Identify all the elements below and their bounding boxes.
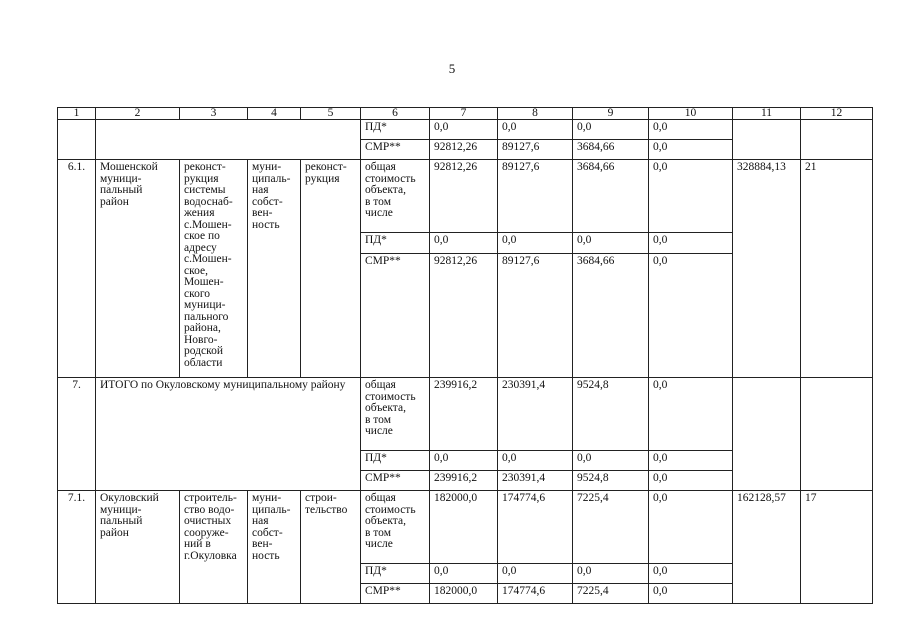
cost-type-label: СМР**: [361, 584, 430, 604]
cost-type-label: ПД*: [361, 233, 430, 254]
value-cell: 0,0: [649, 120, 733, 140]
work-type-cell: строи- тельство: [301, 491, 361, 604]
value-cell: 0,0: [649, 140, 733, 160]
table-row: [58, 378, 873, 451]
value-cell: 92812,26: [430, 140, 498, 160]
value-cell: 0,0: [498, 564, 573, 584]
col12-cell: 21: [801, 160, 873, 378]
district-cell: Окуловский муници- пальный район: [96, 491, 180, 604]
value-cell: 0,0: [430, 120, 498, 140]
value-cell: 9524,8: [573, 378, 649, 451]
column-header: 3: [180, 108, 248, 120]
value-cell: 0,0: [430, 451, 498, 471]
value-cell: 0,0: [649, 254, 733, 378]
column-header: 1: [58, 108, 96, 120]
empty-cell: [733, 120, 801, 160]
value-cell: 174774,6: [498, 584, 573, 604]
value-cell: 89127,6: [498, 254, 573, 378]
value-cell: 182000,0: [430, 584, 498, 604]
column-number-row: [58, 108, 873, 120]
object-cell: строитель- ство водо- очистных сооруже- ний в г.Окуловка: [180, 491, 248, 604]
cost-type-label: ПД*: [361, 564, 430, 584]
value-cell: 0,0: [430, 564, 498, 584]
cost-type-label: ПД*: [361, 120, 430, 140]
total-title: ИТОГО по Окуловскому муниципальному району: [96, 378, 361, 491]
page-number: 5: [448, 61, 456, 76]
object-cell: реконст- рукция системы водоснаб- жения с.Мошен- ское по адресу с.Мошен- ское, Мошен- ского муници- пального района, Новго- родской области: [180, 160, 248, 378]
cost-type-label: общая стоимость объекта, в том числе: [361, 160, 430, 233]
empty-cell: [96, 120, 361, 160]
table-row: [58, 491, 873, 564]
value-cell: 3684,66: [573, 140, 649, 160]
cost-type-label: ПД*: [361, 451, 430, 471]
value-cell: 0,0: [649, 584, 733, 604]
value-cell: 9524,8: [573, 471, 649, 491]
cost-type-label: СМР**: [361, 140, 430, 160]
value-cell: 3684,66: [573, 160, 649, 233]
cost-type-label: общая стоимость объекта, в том числе: [361, 491, 430, 564]
cost-type-label: общая стоимость объекта, в том числе: [361, 378, 430, 451]
investment-table: [57, 107, 873, 604]
row-number: 7.1.: [58, 491, 96, 604]
empty-cell: [58, 120, 96, 160]
value-cell: 7225,4: [573, 584, 649, 604]
column-header: 8: [498, 108, 573, 120]
column-header: 4: [248, 108, 301, 120]
value-cell: 3684,66: [573, 254, 649, 378]
value-cell: 0,0: [649, 451, 733, 471]
value-cell: 0,0: [573, 564, 649, 584]
value-cell: 239916,2: [430, 471, 498, 491]
value-cell: 0,0: [649, 564, 733, 584]
work-type-cell: реконст- рукция: [301, 160, 361, 378]
value-cell: 0,0: [649, 471, 733, 491]
table-row: [58, 160, 873, 233]
column-header: 12: [801, 108, 873, 120]
value-cell: 89127,6: [498, 140, 573, 160]
value-cell: 182000,0: [430, 491, 498, 564]
value-cell: 7225,4: [573, 491, 649, 564]
table-row: [58, 120, 873, 140]
column-header: 5: [301, 108, 361, 120]
value-cell: 0,0: [649, 491, 733, 564]
value-cell: 92812,26: [430, 254, 498, 378]
ownership-cell: муни- ципаль- ная собст- вен- ность: [248, 160, 301, 378]
district-cell: Мошенской муници- пальный район: [96, 160, 180, 378]
value-cell: 0,0: [573, 120, 649, 140]
col11-cell: 328884,13: [733, 160, 801, 378]
ownership-cell: муни- ципаль- ная собст- вен- ность: [248, 491, 301, 604]
col11-cell: 162128,57: [733, 491, 801, 604]
column-header: 7: [430, 108, 498, 120]
value-cell: 0,0: [498, 233, 573, 254]
value-cell: 89127,6: [498, 160, 573, 233]
column-header: 10: [649, 108, 733, 120]
value-cell: 0,0: [649, 160, 733, 233]
value-cell: 230391,4: [498, 471, 573, 491]
column-header: 6: [361, 108, 430, 120]
value-cell: 0,0: [498, 120, 573, 140]
column-header: 9: [573, 108, 649, 120]
empty-cell: [801, 378, 873, 491]
empty-cell: [801, 120, 873, 160]
value-cell: 0,0: [649, 233, 733, 254]
value-cell: 239916,2: [430, 378, 498, 451]
value-cell: 0,0: [649, 378, 733, 451]
value-cell: 92812,26: [430, 160, 498, 233]
empty-cell: [733, 378, 801, 491]
row-number: 6.1.: [58, 160, 96, 378]
cost-type-label: СМР**: [361, 254, 430, 378]
value-cell: 0,0: [498, 451, 573, 471]
col12-cell: 17: [801, 491, 873, 604]
value-cell: 230391,4: [498, 378, 573, 451]
column-header: 2: [96, 108, 180, 120]
value-cell: 0,0: [573, 233, 649, 254]
value-cell: 0,0: [573, 451, 649, 471]
value-cell: 0,0: [430, 233, 498, 254]
row-number: 7.: [58, 378, 96, 491]
cost-type-label: СМР**: [361, 471, 430, 491]
column-header: 11: [733, 108, 801, 120]
value-cell: 174774,6: [498, 491, 573, 564]
